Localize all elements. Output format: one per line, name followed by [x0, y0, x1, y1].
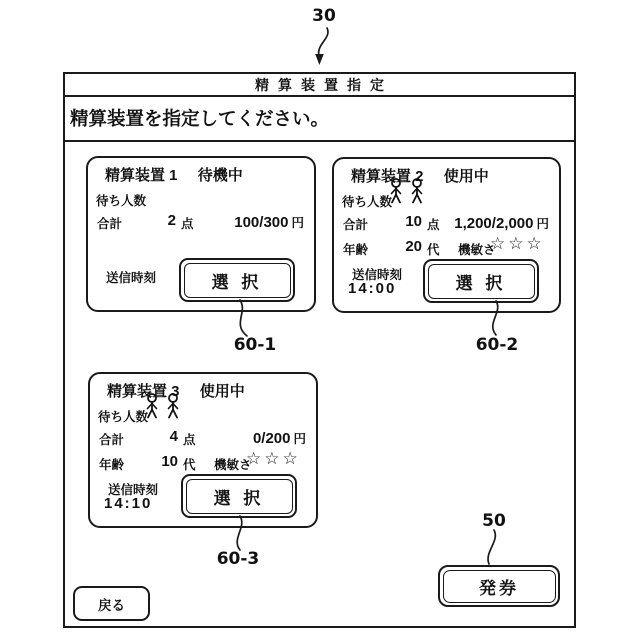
- person-icon: [144, 393, 160, 421]
- select-button-label: 選 択: [211, 272, 263, 292]
- device-status: 使用中: [199, 383, 245, 400]
- ref-label-60-3: 60-3: [216, 549, 260, 569]
- waiting-persons: [144, 393, 181, 421]
- points-unit: 点: [181, 217, 194, 231]
- ref-label-50: 50: [482, 511, 506, 531]
- select-button-inner: [186, 479, 293, 514]
- device-name: 精算装置 3: [107, 383, 180, 400]
- select-button-label: 選 択: [213, 488, 265, 508]
- select-button-label: 選 択: [455, 273, 507, 293]
- wait-count-label: 待ち人数: [342, 195, 393, 209]
- device-panel-1: [86, 156, 316, 312]
- ref-label-60-1: 60-1: [233, 335, 277, 355]
- person-icon: [409, 178, 425, 206]
- amount: [234, 213, 304, 231]
- send-time-label: 送信時刻: [106, 271, 157, 285]
- ref-label-60-2: 60-2: [475, 335, 519, 355]
- arrow-30-head: [315, 54, 324, 65]
- issue-ticket-button[interactable]: [438, 565, 560, 607]
- issue-ticket-button-inner: [443, 570, 556, 603]
- amount: [454, 214, 549, 232]
- agility-stars: ☆☆☆: [246, 449, 301, 468]
- total-label: 合計: [99, 433, 125, 447]
- select-button-inner: [184, 263, 291, 298]
- back-button-label: 戻る: [98, 597, 125, 613]
- total-label: 合計: [97, 217, 123, 231]
- wait-count-label: 待ち人数: [98, 410, 149, 424]
- agility-label: 機敏さ: [458, 243, 496, 257]
- amount: [253, 429, 306, 447]
- points-value: 4: [169, 428, 178, 445]
- device-panel-3: [88, 372, 318, 528]
- age-label: 年齢: [343, 243, 369, 257]
- screen-title: 精算装置指定: [65, 74, 574, 97]
- amount-value: 1,200/2,000: [454, 215, 534, 232]
- person-icon: [165, 393, 181, 421]
- select-button-inner: [428, 264, 535, 299]
- amount-value: 0/200: [252, 430, 291, 447]
- device-status: 使用中: [443, 168, 489, 185]
- send-time-value: 14:10: [104, 495, 153, 512]
- device-name: 精算装置 2: [351, 168, 424, 185]
- arrow-30-line: [319, 28, 328, 56]
- agility-stars: ☆☆☆: [490, 234, 545, 253]
- amount-unit: 円: [291, 216, 304, 230]
- back-button[interactable]: [73, 586, 150, 621]
- points-value: 10: [405, 213, 422, 230]
- amount-unit: 円: [293, 432, 306, 446]
- age-value: 20: [405, 238, 422, 255]
- wait-count-label: 待ち人数: [96, 194, 147, 208]
- age-label: 年齢: [99, 458, 125, 472]
- agility-label: 機敏さ: [214, 458, 252, 472]
- points-unit: 点: [427, 218, 440, 232]
- total-label: 合計: [343, 218, 369, 232]
- send-time-label: 送信時刻: [352, 268, 403, 282]
- amount-unit: 円: [536, 217, 549, 231]
- person-icon: [388, 178, 404, 206]
- send-time-value: 14:00: [348, 280, 397, 297]
- device-name: 精算装置 1: [105, 167, 178, 184]
- issue-ticket-button-label: 発券: [479, 578, 519, 598]
- age-unit: 代: [427, 243, 440, 257]
- device-status: 待機中: [197, 167, 243, 184]
- send-time-label: 送信時刻: [108, 483, 159, 497]
- points-unit: 点: [183, 433, 196, 447]
- points-value: 2: [167, 212, 176, 229]
- waiting-persons: [388, 178, 425, 206]
- ref-label-30: 30: [312, 6, 336, 26]
- age-value: 10: [161, 453, 178, 470]
- select-button-3[interactable]: [181, 474, 297, 518]
- device-panel-2: [332, 157, 561, 313]
- age-unit: 代: [183, 458, 196, 472]
- instruction-text: 精算装置を指定してください。: [65, 97, 574, 142]
- device-title: [105, 164, 243, 185]
- select-button-1[interactable]: [179, 258, 295, 302]
- amount-value: 100/300: [234, 214, 289, 231]
- select-button-2[interactable]: [423, 259, 539, 303]
